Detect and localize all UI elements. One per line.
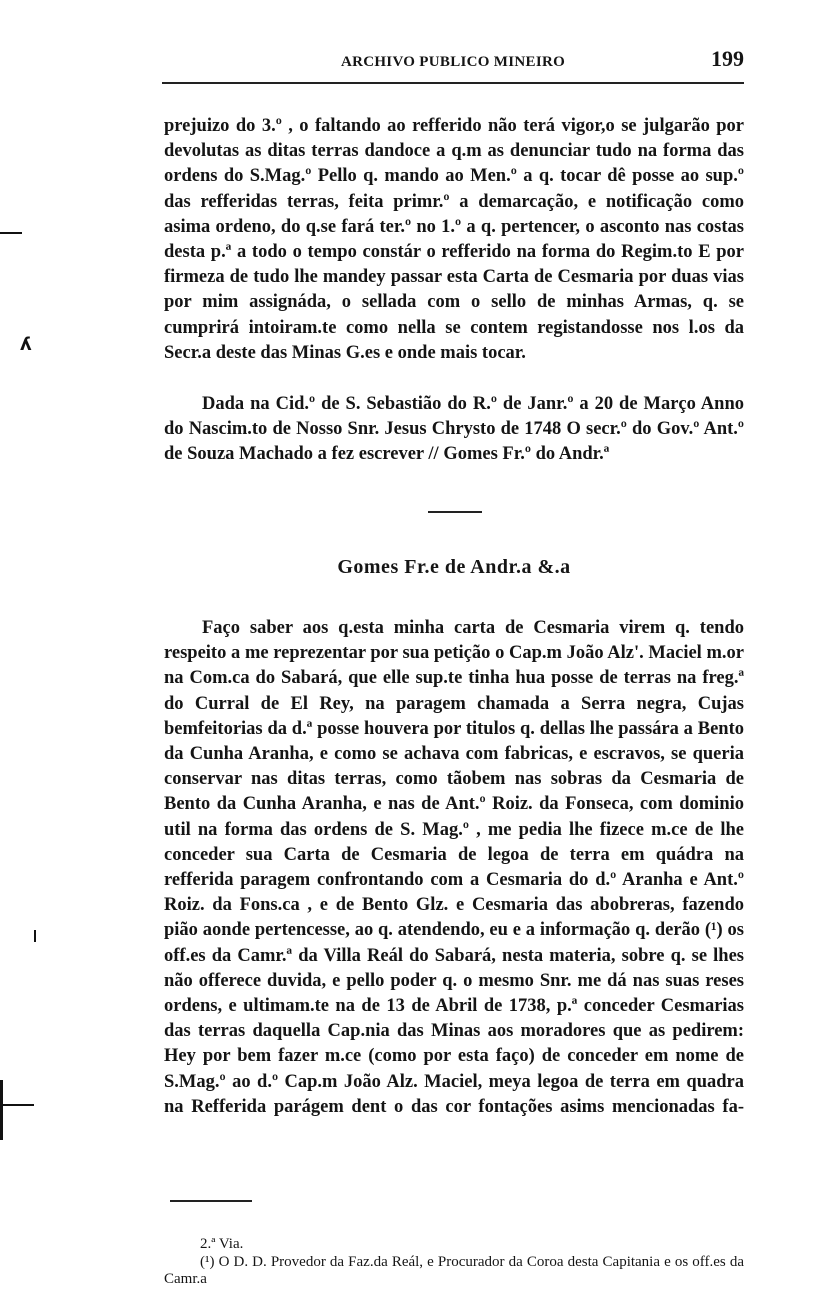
section-separator bbox=[428, 511, 482, 513]
running-title: ARCHIVO PUBLICO MINEIRO bbox=[340, 54, 566, 70]
margin-mark bbox=[0, 1080, 3, 1140]
dating-paragraph: Dada na Cid.º de S. Sebastião do R.º de Janr.º a 20 de Março Anno do Nascim.to de Nosso Snr. Jesus Chrysto de 1748 O secr.º do Gov.º Ant.º de Souza Machado a fez escrever // Gomes Fr.º do Andr.ª bbox=[164, 394, 744, 465]
margin-mark bbox=[34, 930, 36, 942]
margin-mark bbox=[0, 232, 22, 234]
running-header bbox=[162, 44, 744, 80]
continuation-paragraph: prejuizo do 3.º , o faltando ao refferido não terá vigor,o se julgarão por devolutas as ditas terras dandoce a q.m as denunciar tudo na forma das ordens do S.Mag.º Pello q. mando ao Men.º a q. tocar dê posse ao sup.º das refferidas terras, feita primr.º a demarcação, e notificação como asima ordeno, do q.se fará ter.º no 1.º a q. pertencer, o asconto nas costas desta p.ª a todo o tempo constár o refferido na forma do Regim.to E por firmeza de tudo lhe mandey passar esta Carta de Cesmaria por duas vias por mim assignáda, o sellada com o sello de minhas Armas, q. se cumprirá intoiram.te como nella se contem registandosse nos l.os da Secr.a deste das Minas G.es e onde mais tocar. bbox=[164, 116, 744, 363]
page-number: 199 bbox=[711, 46, 744, 71]
header-rule bbox=[162, 82, 744, 84]
footnote-via: 2.ª Via. bbox=[200, 1236, 244, 1252]
section-paragraph: Faço saber aos q.esta minha carta de Cesmaria virem q. tendo respeito a me reprezentar por sua petição o Cap.m João Alz'. Maciel m.or na Com.ca do Sabará, que elle sup.te tinha hua posse de terras na freg.ª do Curral de El Rey, na paragem chamada a Serra negra, Cujas bemfeitorias da d.ª posse houvera por titulos q. dellas lhe passára a Bento da Cunha Aranha, e como se achava com fabricas, e escravos, se queria conservar nas ditas terras, como tãobem nas sobras da Cesmaria de Bento da Cunha Aranha, e nas de Ant.º Roiz. da Fonseca, com dominio util na forma das ordens de S. Mag.º , me pedia lhe fizece m.ce de lhe conceder sua Carta de Cesmaria de legoa de terra em quádra na refferida paragem confrontando com a Cesmaria do d.º Aranha e Ant.º Roiz. da Fons.ca , e de Bento Glz. e Cesmaria das abobreras, fazendo pião aonde pertencesse, ao q. atendendo, eu e a informação q. derão (¹) os off.es da Camr.ª da Villa Reál do Sabará, nesta materia, sobre q. se lhes não offerece duvida, e pello poder q. o mesmo Snr. me dá nas suas reses ordens, e ultimam.te na de 13 de Abril de 1738, p.ª conceder Cesmarias das terras daquella Cap.nia das Minas aos moradores que as pedirem: Hey por bem fazer m.ce (como por esta faço) de conceder em nome de S.Mag.º ao d.º Cap.m João Alz. Maciel, meya legoa de terra em quadra na Refferida parágem dent o das cor fontações asims mencionadas fa- bbox=[164, 618, 744, 1117]
footnote-provedor: (¹) O D. D. Provedor da Faz.da Reál, e Procurador da Coroa desta Capitania e os off.es da Camr.a bbox=[164, 1254, 744, 1287]
margin-mark bbox=[0, 1104, 34, 1106]
footnote-rule bbox=[170, 1200, 252, 1202]
margin-mark: ʎ bbox=[20, 334, 32, 355]
section-heading: Gomes Fr.e de Andr.a &.a bbox=[337, 556, 571, 578]
